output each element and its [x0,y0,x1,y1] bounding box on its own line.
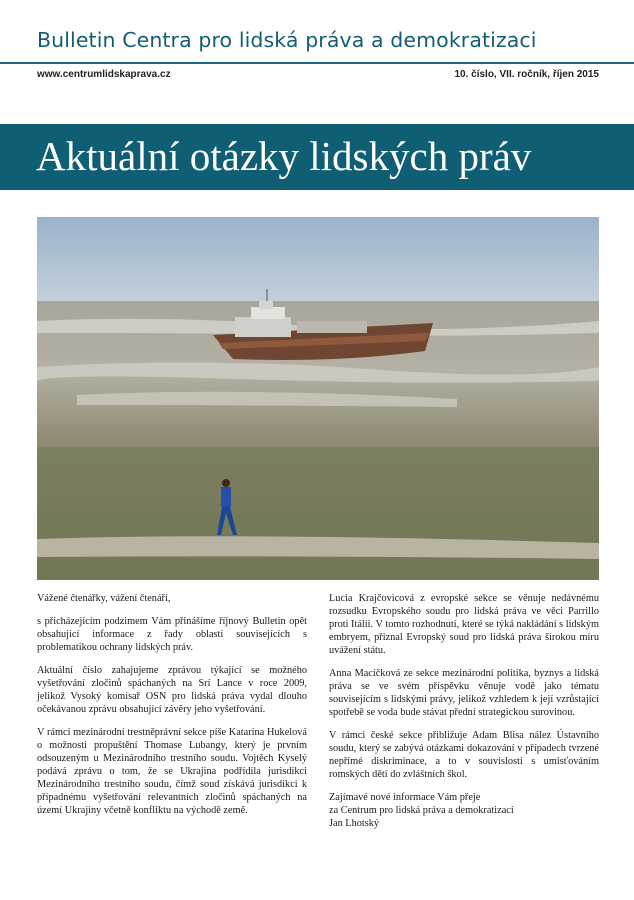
paragraph: V rámci české sekce přibližuje Adam Blisa nález Ústavního soudu, který se zabývá otázkami dokazování v případech tvrzené nepřímé diskriminace, a to v souvislosti s umisťováním romských dětí do zvláštních škol. [329,730,599,780]
paragraph: V rámci mezinárodní trestněprávní sekce píše Katarína Hukelová o možnosti propuštění Thomase Lubangy, který je prvním odsouzeným u Mezinárodního trestního soudu. Vojtěch Kyselý podává zprávu o tom, že se Ukrajina podřídila jurisdikci Mezinárodního trestního soudu, čímž soud získává jurisdikci k případnému vyšetřování relevantních zločinů spáchaných na území Ukrajiny včetně konfliktu na východě země. [37,727,307,816]
paragraph: Anna Macíčková ze sekce mezinárodní politika, byznys a lidská práva se ve svém příspěvku věnuje vodě jako tématu souvisejícím s lidskými právy, jelikož vzhledem k její vzrůstající spotřebě se voda bude stávat přední strategickou surovinou. [329,668,599,718]
closing-line: za Centrum pro lidská práva a demokratizaci [329,805,514,816]
closing-line: Zajímavé nové informace Vám přeje [329,792,481,803]
paragraph: s přicházejícím podzimem Vám přinášíme říjnový Bulletin opět obsahující informace z řady oblastí souvisejících s problematikou ochrany lidských práv. [37,616,307,653]
title-banner [0,124,634,190]
paragraph: Aktuální číslo zahajujeme zprávou týkající se možného vyšetřování zločinů spáchaných na Srí Lance v roce 2009, jelikož Vysoký komisař OSN pro lidská práva vydal dlouho očekávanou zprávu obsahující závěry jeho vyšetřování. [37,665,307,715]
paragraph: Lucia Krajčovicová z evropské sekce se věnuje nedávnému rozsudku Evropského soudu pro lidská práva ve věci Parrillo proti Itálii. V tomto rozhodnutí, které se týká nakládání s lidským embryem, přiznal Evropský soud pro lidská práva širokou míru uvážení státu. [329,593,599,656]
header-rule [0,62,634,64]
issue-info: 10. číslo, VII. ročník, říjen 2015 [454,69,599,80]
article-left-column [37,592,307,827]
website-link[interactable]: www.centrumlidskaprava.cz [37,69,171,80]
masthead-title: Bulletin Centra pro lidská práva a demokratizaci [37,28,537,52]
cover-photo [37,217,599,580]
greeting: Vážené čtenářky, vážení čtenáři, [37,593,171,604]
banner-title: Aktuální otázky lidských práv [36,133,532,179]
article-right-column [329,592,599,830]
signature: Jan Lhotský [329,818,380,829]
